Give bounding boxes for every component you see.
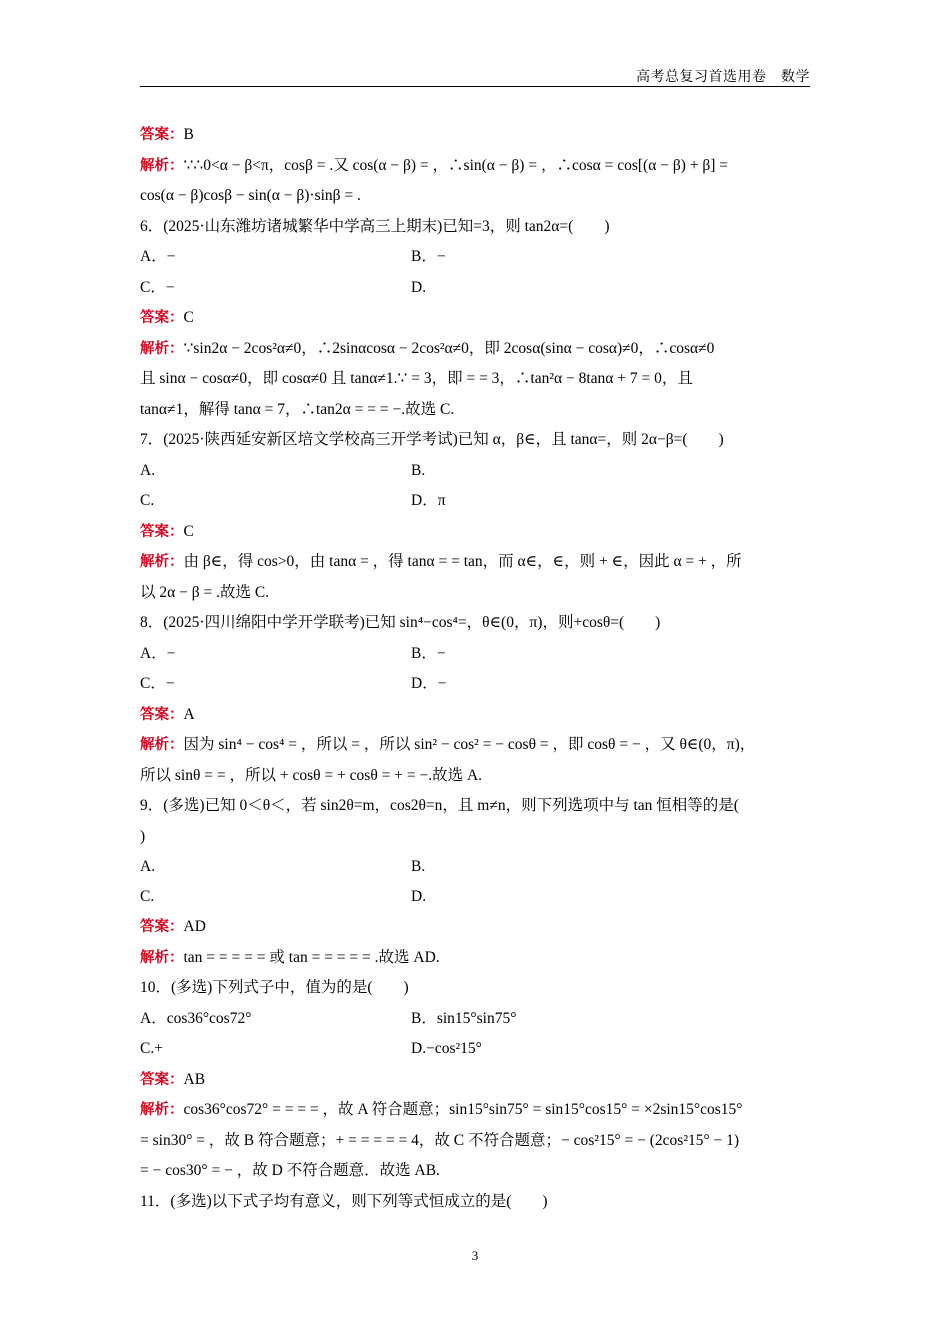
question-stem: )	[140, 827, 146, 845]
option-b: B．−	[411, 248, 446, 265]
solution-line: 所以 sinθ = = ，所以 + cosθ = + cosθ = + = −.故选 A.	[140, 766, 483, 784]
question-stem: 7．(2025·陕西延安新区培文学校高三开学考试)已知 α，β∈，且 tanα=，则 2α−β=( )	[140, 431, 724, 448]
solution-line: 解析：由 β∈，得 cos>0，由 tanα = ，得 tanα = = tan，而 α∈，∈，则 + ∈，因此 α = + ，所	[140, 553, 742, 570]
option-a: A．cos36°cos72°	[140, 1009, 252, 1027]
page-number: 3	[471, 1248, 479, 1263]
option-d: D.	[411, 888, 427, 905]
answer-line: 答案：A	[140, 705, 195, 723]
option-a: A.	[140, 461, 156, 479]
option-a: A．−	[140, 644, 176, 662]
option-row	[140, 273, 810, 304]
answer-line: 答案：C	[140, 309, 194, 326]
solution-line: = sin30° = ，故 B 符合题意；+ = = = = = 4，故 C 不符合题意；− cos²15° = − (2cos²15° − 1)	[140, 1131, 740, 1149]
page-content	[140, 120, 810, 1217]
answer-line: 答案：B	[140, 126, 194, 143]
answer-line: 答案：AB	[140, 1070, 206, 1088]
option-row	[140, 1034, 810, 1065]
option-c: C.+	[140, 1040, 163, 1057]
option-c: C.	[140, 888, 155, 905]
option-b: B.	[411, 858, 426, 875]
option-row	[140, 669, 810, 700]
option-b: B．−	[411, 644, 446, 662]
solution-line: 解析：∵sin2α − 2cos²α≠0，∴2sinαcosα − 2cos²α≠0，即 2cosα(sinα − cosα)≠0，∴cosα≠0	[140, 339, 715, 357]
option-row	[140, 639, 810, 670]
solution-line: 解析：cos36°cos72° = = = = ，故 A 符合题意；sin15°sin75° = sin15°cos15° = ×2sin15°cos15°	[140, 1101, 743, 1118]
question-stem: 10．(多选)下列式子中，值为的是( )	[140, 979, 409, 996]
solution-line: 以 2α − β = .故选 C.	[140, 583, 270, 601]
option-c: C.	[140, 492, 155, 509]
solution-line: cos(α − β)cosβ − sin(α − β)·sinβ = .	[140, 187, 361, 204]
option-d: D．π	[411, 492, 446, 509]
solution-line: = − cos30° = − ，故 D 不符合题意．故选 AB.	[140, 1162, 440, 1179]
option-row	[140, 852, 810, 882]
option-c: C．−	[140, 675, 175, 692]
option-row	[140, 486, 810, 517]
solution-line: 解析：因为 sin⁴ − cos⁴ = ，所以 = ，所以 sin² − cos² = − cosθ = ，即 cosθ = − ，又 θ∈(0，π)，	[140, 736, 756, 753]
solution-line: 解析：tan = = = = = 或 tan = = = = = .故选 AD.	[140, 948, 440, 966]
option-d: D．−	[411, 675, 447, 692]
option-row	[140, 1004, 810, 1035]
option-b: B.	[411, 461, 426, 479]
header-rule	[140, 86, 810, 87]
option-a: A.	[140, 858, 156, 875]
answer-line: 答案：C	[140, 522, 194, 540]
answer-line: 答案：AD	[140, 918, 206, 935]
option-row	[140, 882, 810, 912]
option-row	[140, 242, 810, 273]
running-header: 高考总复习首选用卷 数学	[636, 70, 810, 85]
solution-line: 且 sinα − cosα≠0，即 cosα≠0 且 tanα≠1.∵ = 3，即 = = 3，∴tan²α − 8tanα + 7 = 0，且	[140, 370, 693, 387]
option-row	[140, 456, 810, 487]
option-a: A．−	[140, 248, 176, 265]
question-stem: 8．(2025·四川绵阳中学开学联考)已知 sin⁴−cos⁴=，θ∈(0，π)，则+cosθ=( )	[140, 614, 661, 631]
solution-line: tanα≠1，解得 tanα = 7，∴tan2α = = = −.故选 C.	[140, 400, 455, 418]
option-b: B．sin15°sin75°	[411, 1009, 517, 1027]
question-stem: 6．(2025·山东潍坊诸城繁华中学高三上期末)已知=3，则 tan2α=( )	[140, 217, 610, 235]
option-d: D.	[411, 278, 427, 296]
solution-line: 解析：∵∴0<α − β<π，cosβ = .又 cos(α − β) = ，∴sin(α − β) = ，∴cosα = cos[(α − β) + β] =	[140, 156, 729, 174]
question-stem: 9．(多选)已知 0＜θ＜，若 sin2θ=m，cos2θ=n，且 m≠n，则下列选项中与 tan 恒相等的是(	[140, 797, 739, 814]
question-stem: 11．(多选)以下式子均有意义，则下列等式恒成立的是( )	[140, 1192, 548, 1210]
option-c: C．−	[140, 278, 175, 296]
option-d: D.−cos²15°	[411, 1040, 482, 1057]
